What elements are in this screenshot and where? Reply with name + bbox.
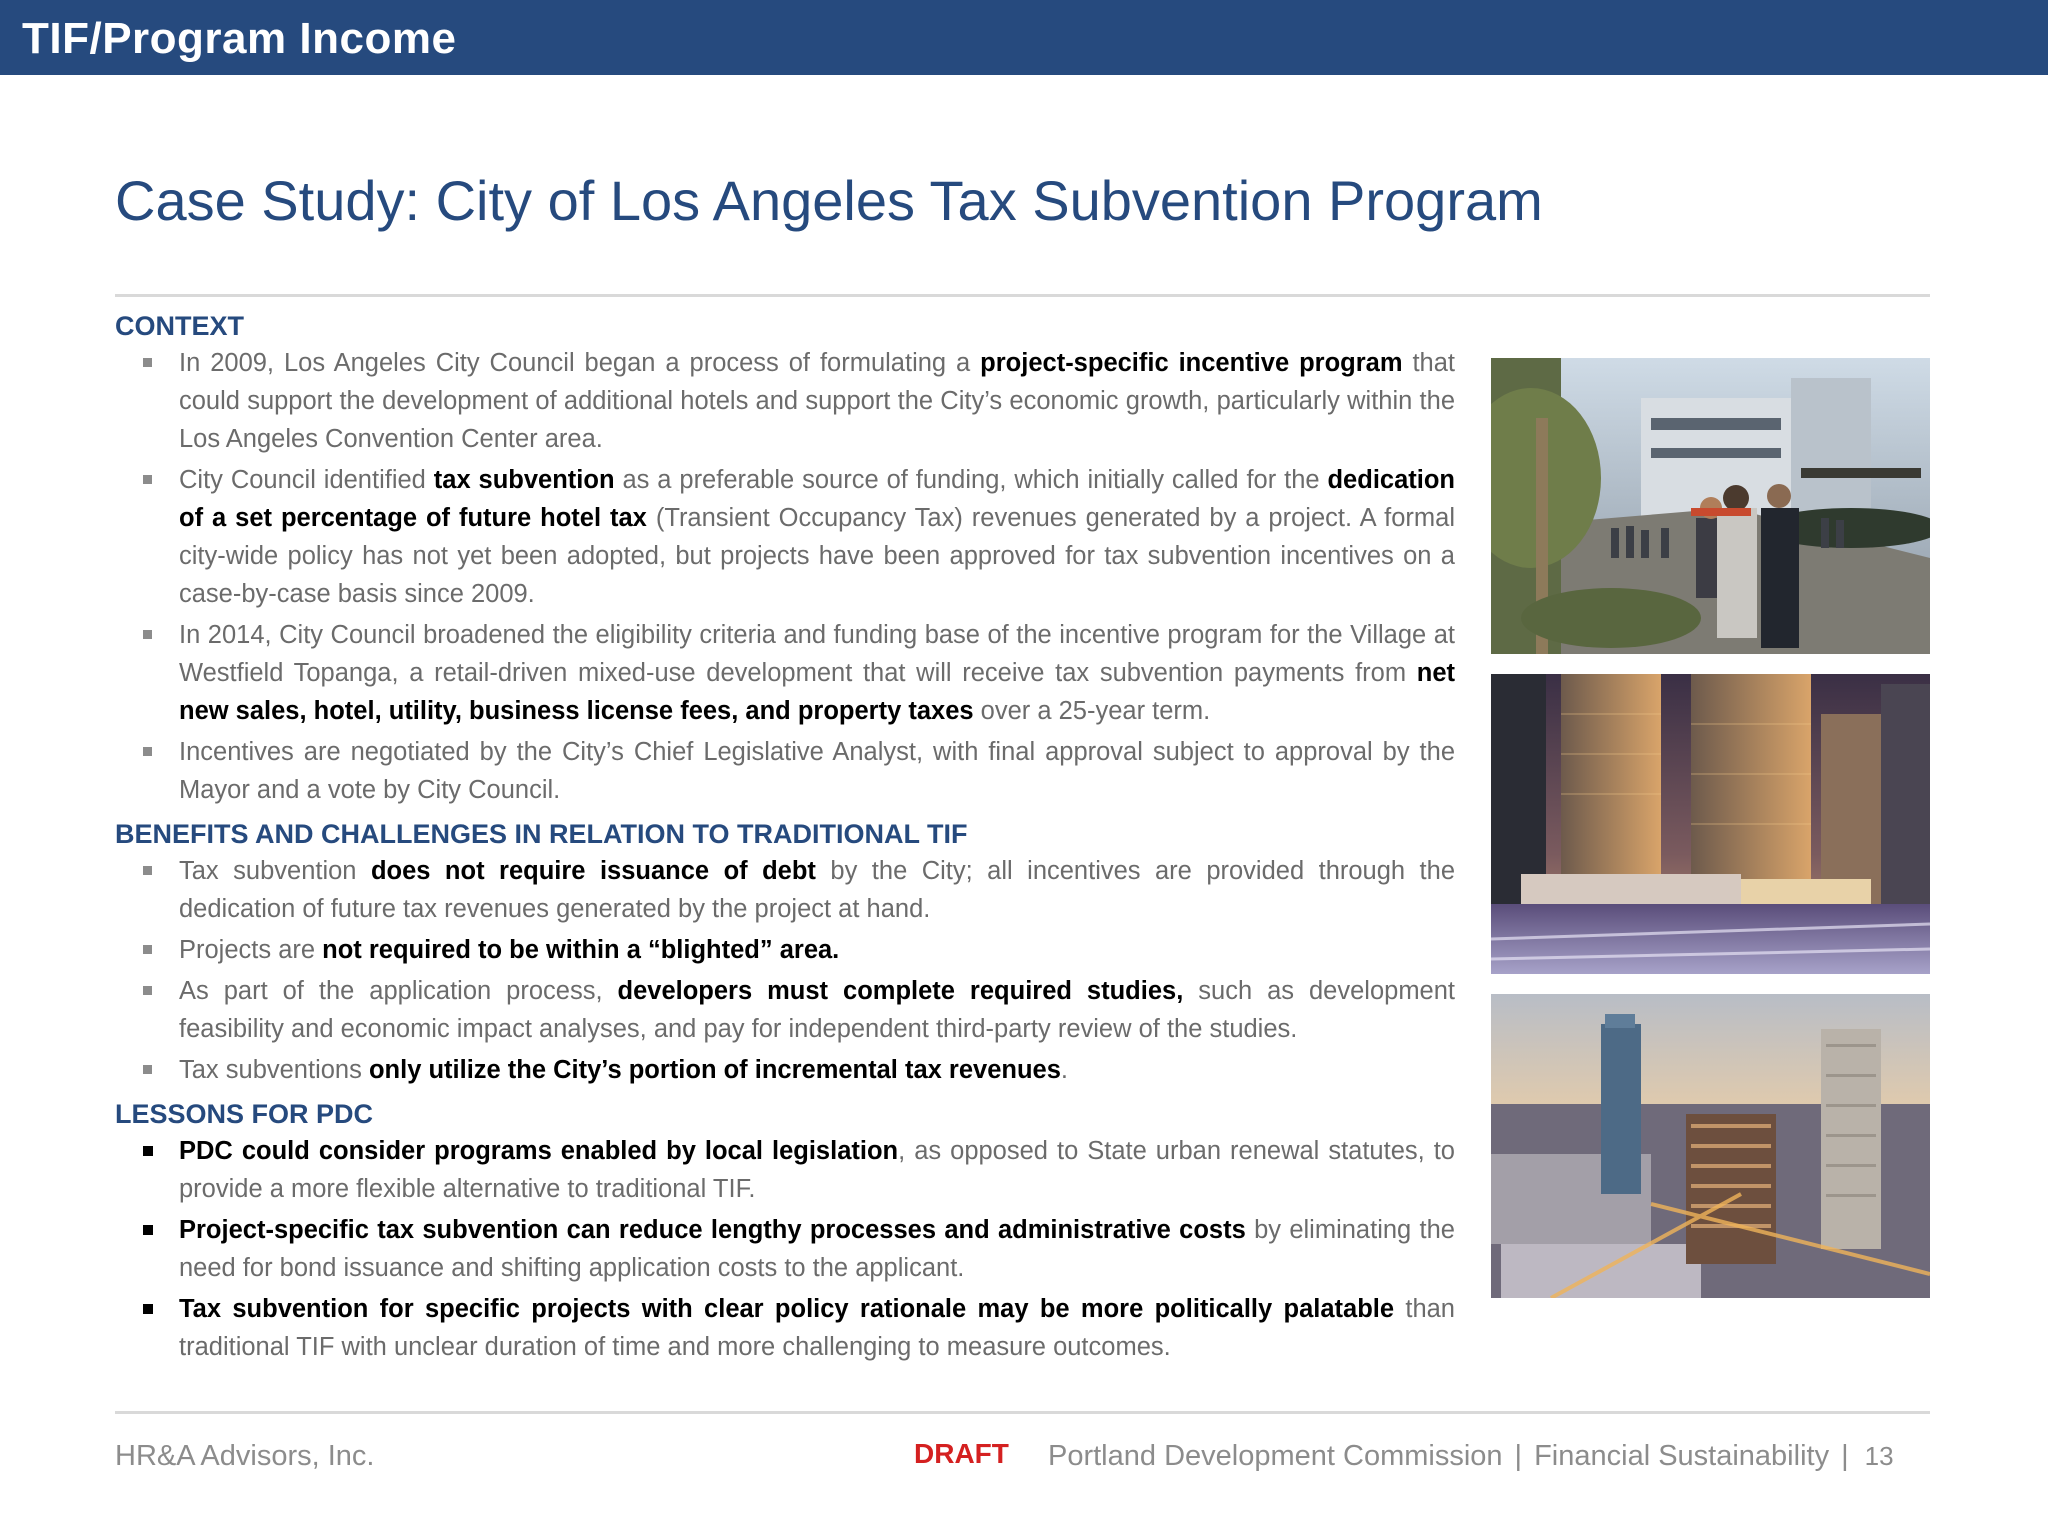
body-text: than traditional TIF with unclear duration of time and more challenging to measure outcomes.	[179, 1295, 1455, 1361]
body-text: that could support the development of additional hotels and support the City’s economic growth, particularly within the Los Angeles Convention Center area.	[179, 349, 1455, 453]
bold-text: Tax subvention for specific projects with clear policy rationale may be more politically palatable	[179, 1295, 1395, 1323]
bold-text: only utilize the City’s portion of incremental tax revenues	[368, 1056, 1061, 1084]
body-text: (Transient Occupancy Tax) revenues generated by a project. A formal city-wide policy has not yet been adopted, but projects have been approved for tax subvention incentives on a case-by-case basis since 2009.	[179, 504, 1455, 608]
body-text: such as development feasibility and economic impact analyses, and pay for independent third-party review of the studies.	[179, 977, 1456, 1043]
bold-text: PDC could consider programs enabled by local legislation	[179, 1137, 899, 1165]
bullet-marker-icon	[143, 1225, 153, 1235]
bullet-marker-icon	[143, 475, 152, 484]
bold-text: Project-specific tax subvention can reduce lengthy processes and administrative costs	[179, 1216, 1246, 1244]
body-text: by eliminating the need for bond issuance and shifting application costs to the applicant.	[179, 1216, 1455, 1282]
body-text: Projects are	[179, 936, 323, 964]
bullet-marker-icon	[143, 986, 152, 995]
bold-text: net new sales, hotel, utility, business license fees, and property taxes	[179, 659, 1455, 725]
plaza-photo	[1491, 358, 1930, 654]
content-column	[115, 308, 1455, 1373]
bullet-item	[115, 461, 1455, 613]
body-text: City Council identified	[179, 466, 434, 494]
bold-text: dedication of a set percentage of future hotel tax	[179, 466, 1455, 532]
slide-title: Case Study: City of Los Angeles Tax Subvention Program	[115, 169, 1543, 232]
body-text: In 2009, Los Angeles City Council began a process of formulating a	[179, 349, 981, 377]
bullet-marker-icon	[143, 1065, 152, 1074]
bullet-item	[115, 931, 1455, 969]
bullet-item	[115, 852, 1455, 928]
section-heading: LESSONS FOR PDC	[115, 1099, 374, 1129]
towers-night-rendering	[1491, 674, 1930, 974]
footer-project-info	[1048, 1440, 1894, 1473]
aerial-rendering	[1491, 994, 1930, 1298]
body-text: as a preferable source of funding, which initially called for the	[614, 466, 1328, 494]
bullet-item	[115, 1211, 1455, 1287]
bullet-marker-icon	[143, 866, 152, 875]
title-divider	[115, 294, 1930, 297]
bullet-marker-icon	[143, 747, 152, 756]
bullet-list	[115, 1132, 1455, 1373]
body-text: .	[1060, 1056, 1068, 1084]
body-text: Tax subventions	[179, 1056, 369, 1084]
bullet-item	[115, 616, 1455, 730]
header-bar	[0, 0, 2048, 75]
body-text: over a 25-year term.	[973, 697, 1211, 725]
footer-separator: |	[1841, 1440, 1849, 1472]
header-title: TIF/Program Income	[22, 14, 457, 63]
bullet-item	[115, 972, 1455, 1048]
bullet-item	[115, 344, 1455, 458]
body-text: Tax subvention	[179, 857, 371, 885]
bold-text: project-specific incentive program	[980, 349, 1403, 377]
footer-client: Portland Development Commission	[1048, 1440, 1503, 1472]
bold-text: does not require issuance of debt	[370, 857, 816, 885]
bullet-item	[115, 1290, 1455, 1366]
page-number: 13	[1864, 1441, 1894, 1471]
footer-divider	[115, 1411, 1930, 1414]
bullet-marker-icon	[143, 358, 152, 367]
bullet-marker-icon	[143, 945, 152, 954]
bold-text: developers must complete required studies,	[617, 977, 1184, 1005]
draft-label: DRAFT	[914, 1438, 1009, 1469]
body-text: In 2014, City Council broadened the eligibility criteria and funding base of the incentive program for the Village at Westfield Topanga, a retail-driven mixed-use development that will receive tax subvention payments from	[179, 621, 1455, 687]
body-text: Incentives are negotiated by the City’s Chief Legislative Analyst, with final approval subject to approval by the Mayor and a vote by City Council.	[179, 738, 1455, 804]
footer-separator: |	[1514, 1440, 1523, 1472]
bullet-item	[115, 1132, 1455, 1208]
bold-text: tax subvention	[433, 466, 615, 494]
bold-text: not required to be within a “blighted” area.	[322, 936, 840, 964]
bullet-marker-icon	[143, 630, 152, 639]
bullet-item	[115, 1051, 1455, 1089]
bullet-marker-icon	[143, 1304, 153, 1314]
footer-project: Financial Sustainability	[1534, 1440, 1830, 1472]
section-heading: BENEFITS AND CHALLENGES IN RELATION TO TRADITIONAL TIF	[115, 819, 968, 849]
body-text: As part of the application process,	[179, 977, 618, 1005]
bullet-item	[115, 733, 1455, 809]
bullet-marker-icon	[143, 1146, 153, 1156]
body-text: by the City; all incentives are provided through the dedication of future tax revenues generated by the project at hand.	[179, 857, 1456, 923]
body-text: , as opposed to State urban renewal statutes, to provide a more flexible alternative to traditional TIF.	[179, 1137, 1455, 1203]
section-heading: CONTEXT	[115, 311, 245, 341]
bullet-list	[115, 852, 1455, 1096]
bullet-list	[115, 344, 1455, 816]
footer-company: HR&A Advisors, Inc.	[115, 1440, 375, 1472]
